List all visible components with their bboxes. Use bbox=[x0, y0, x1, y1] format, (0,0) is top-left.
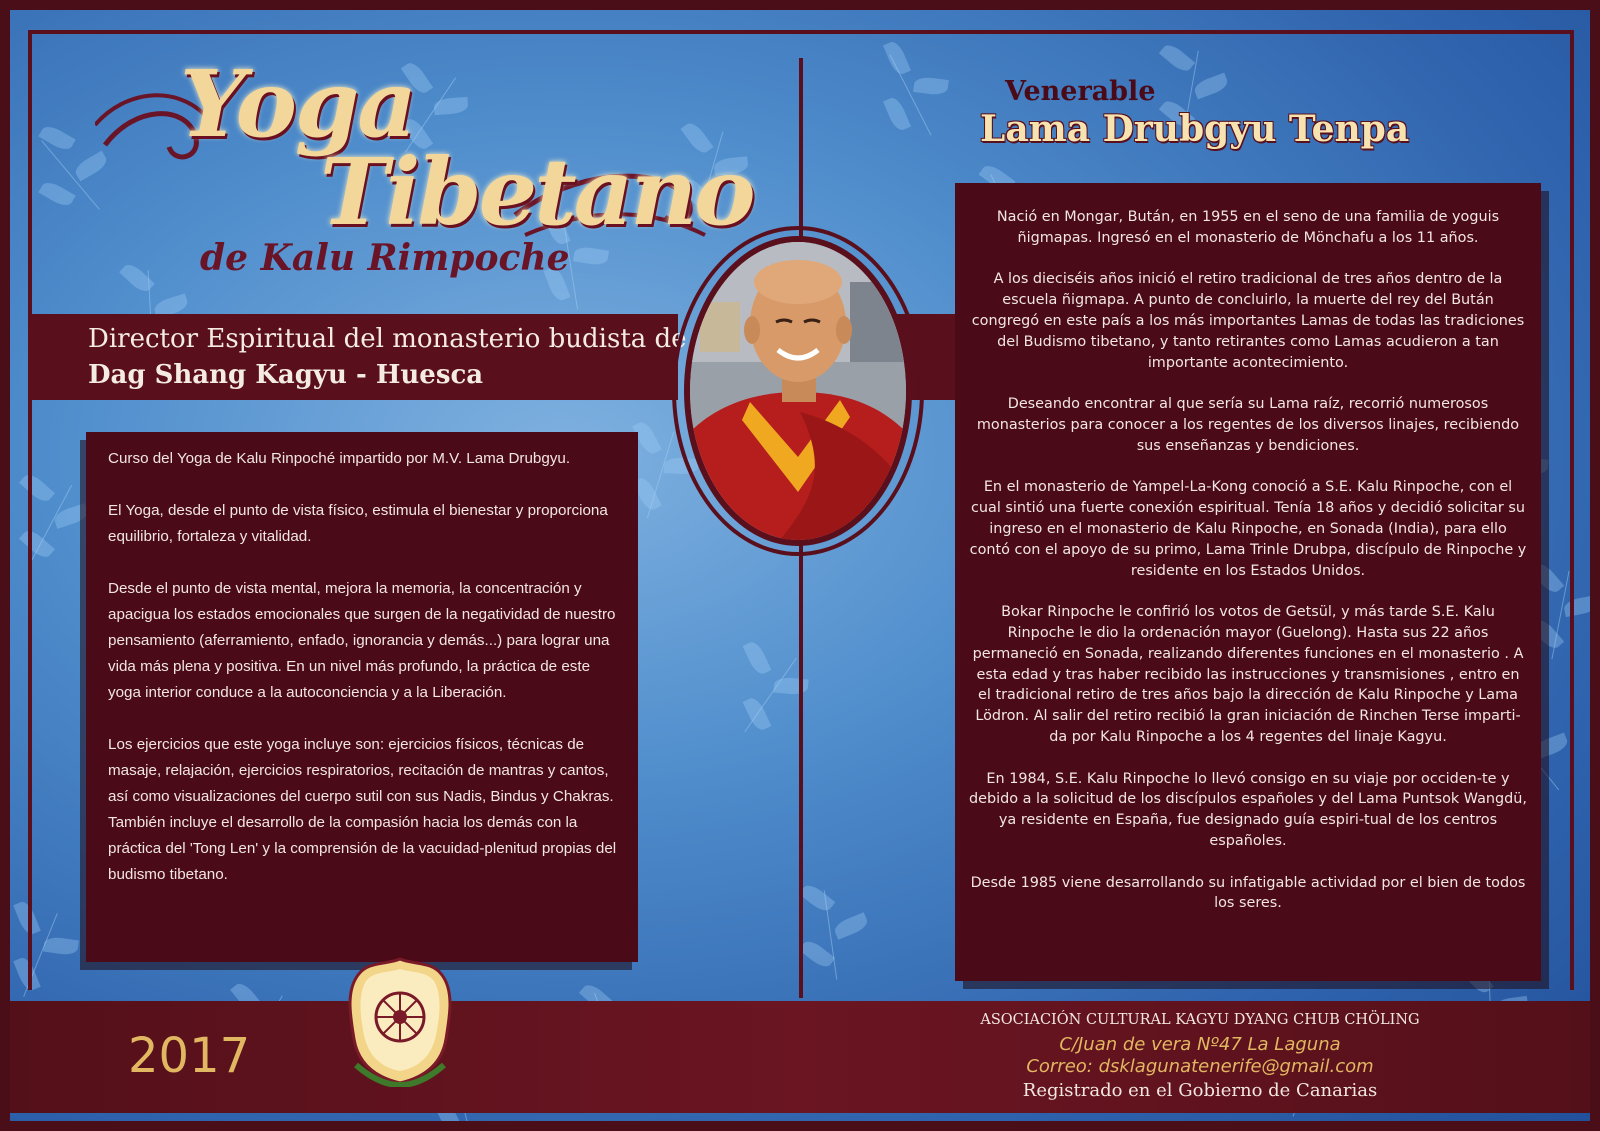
course-paragraph: Los ejercicios que este yoga incluye son: ejercicios físicos, técnicas de masaje, relajación, ejercicios respiratorios, recitación de mantras y cantos, así como visualizaciones del cuerpo sutil con sus Nadis, Bindus y Chakras. También incluye el desarrollo de la compasión hacia los demás con la práctica del 'Tong Len' y la comprensión de la vacuidad-plenitud propias del budismo tibetano. bbox=[108, 736, 617, 883]
biography-text bbox=[969, 207, 1527, 935]
course-paragraph: El Yoga, desde el punto de vista físico, estimula el bienestar y proporciona equilibrio, fortaleza y vitalidad. bbox=[108, 502, 608, 545]
course-paragraph: Curso del Yoga de Kalu Rinpoché impartido por M.V. Lama Drubgyu. bbox=[108, 450, 571, 467]
lama-honorific: Venerable bbox=[1005, 76, 1156, 107]
leaf bbox=[13, 899, 41, 937]
leaf bbox=[52, 503, 89, 529]
leaf bbox=[832, 912, 870, 940]
biography-paragraph: Nació en Mongar, Bután, en 1955 en el seno de una familia de yoguis ñigmapas. Ingresó en el monasterio de Mönchafu a los 11 años. bbox=[996, 209, 1500, 246]
leaf bbox=[883, 39, 911, 77]
course-paragraph: Desde el punto de vista mental, mejora la memoria, la concentración y apacigua los estados emocionales que surgen de la negatividad de nuestro pensamiento (aferramiento, enfado, ignorancia y demás...) para lograr una vida más plena y positiva. En un nivel más profundo, la práctica de este yoga interior conduce a la autoconciencia y a la Liberación. bbox=[108, 580, 616, 701]
frame-top bbox=[28, 30, 1574, 34]
association-email: Correo: dsklagunatenerife@gmail.com bbox=[1026, 1056, 1374, 1077]
leaf bbox=[19, 471, 55, 506]
biography-paragraph: Deseando encontrar al que sería su Lama raíz, recorrió numerosos monasterios para conocer a los regentes de los diversos linajes, recibiendo sus enseñanzas y bendiciones. bbox=[976, 396, 1520, 454]
leaf bbox=[1192, 73, 1229, 100]
leaf bbox=[883, 95, 911, 133]
title-tibetano: Tibetano bbox=[320, 138, 753, 246]
biography-paragraph: En el monasterio de Yampel-La-Kong conoció a S.E. Kalu Rinpoche, con el cual sintió una fuerte conexión espiritual. Tenía 18 años y decidió solicitar su ingreso en el monasterio de Kalu Rinpoche, en Sonada (India), para ello contó con el apoyo de su primo, Lama Trinle Drubpa, discípulo de Rinpoche y residente en los Estados Unidos. bbox=[969, 479, 1527, 579]
leaf bbox=[799, 937, 836, 971]
title-subtitle: de Kalu Rimpoche bbox=[200, 237, 570, 279]
title-yoga: Yoga bbox=[180, 50, 415, 158]
dharma-wheel-emblem-icon bbox=[342, 955, 458, 1087]
frame-left bbox=[28, 30, 32, 990]
leaf bbox=[19, 527, 55, 562]
year-label: 2017 bbox=[128, 1028, 251, 1084]
lama-name: Lama Drubgyu Tenpa bbox=[980, 108, 1410, 150]
biography-box bbox=[955, 183, 1541, 981]
director-band bbox=[28, 314, 687, 400]
frame-right bbox=[1570, 30, 1574, 990]
course-description-box bbox=[86, 432, 638, 962]
leaf bbox=[38, 123, 75, 154]
leaf bbox=[43, 936, 79, 957]
leaf bbox=[799, 881, 836, 915]
biography-paragraph: A los dieciséis años inició el retiro tradicional de tres años dentro de la escuela ñigmapa. A punto de concluirlo, la muerte del rey del Bután congregó en este país a los más importantes Lamas de todas las tradiciones del Budismo tibetano, y tanto retirantes como Lamas acudieron a tan importante acontecimiento. bbox=[971, 271, 1525, 371]
association-address: C/Juan de vera Nº47 La Laguna bbox=[1059, 1034, 1341, 1055]
course-description bbox=[108, 446, 618, 914]
director-line2: Dag Shang Kagyu - Huesca bbox=[88, 360, 484, 390]
biography-paragraph: Bokar Rinpoche le confirió los votos de Getsül, y más tarde S.E. Kalu Rinpoche le dio la ordenación mayor (Guelong). Hasta sus 22 años permaneció en Sonada, realizando diferentes funciones en el monasterio . A esta edad y tras haber recibido las instrucciones y transmisiones , entro en el tradicional retiro de tres años bajo la dirección de Kalu Rinpoche y Lama Lödron. Al salir del retiro recibió la gran iniciación de Rinchen Terse imparti-da por Kalu Rinpoche a los 4 regentes del linaje Kagyu. bbox=[972, 604, 1524, 745]
director-line1: Director Espiritual del monasterio budista de bbox=[88, 324, 687, 354]
portrait-illustration bbox=[690, 242, 906, 540]
lama-portrait bbox=[684, 236, 912, 546]
registration-note: Registrado en el Gobierno de Canarias bbox=[1022, 1080, 1378, 1101]
leaf bbox=[743, 639, 772, 677]
association-name: ASOCIACIÓN CULTURAL KAGYU DYANG CHUB CHÖLING bbox=[980, 1012, 1420, 1028]
leaf bbox=[773, 677, 808, 696]
leaf bbox=[1159, 41, 1195, 75]
leaf bbox=[913, 76, 949, 96]
biography-paragraph: En 1984, S.E. Kalu Rinpoche lo llevó consigo en su viaje por occiden-te y debido a la solicitud de los discípulos españoles y del Lama Puntsok Wangdü, ya residente en España, fue designado guía espiri-tual de los centros españoles. bbox=[969, 770, 1527, 849]
biography-paragraph: Desde 1985 viene desarrollando su infatigable actividad por el bien de todos los seres. bbox=[970, 874, 1526, 912]
leaf bbox=[1563, 595, 1590, 617]
leaf bbox=[38, 179, 75, 210]
